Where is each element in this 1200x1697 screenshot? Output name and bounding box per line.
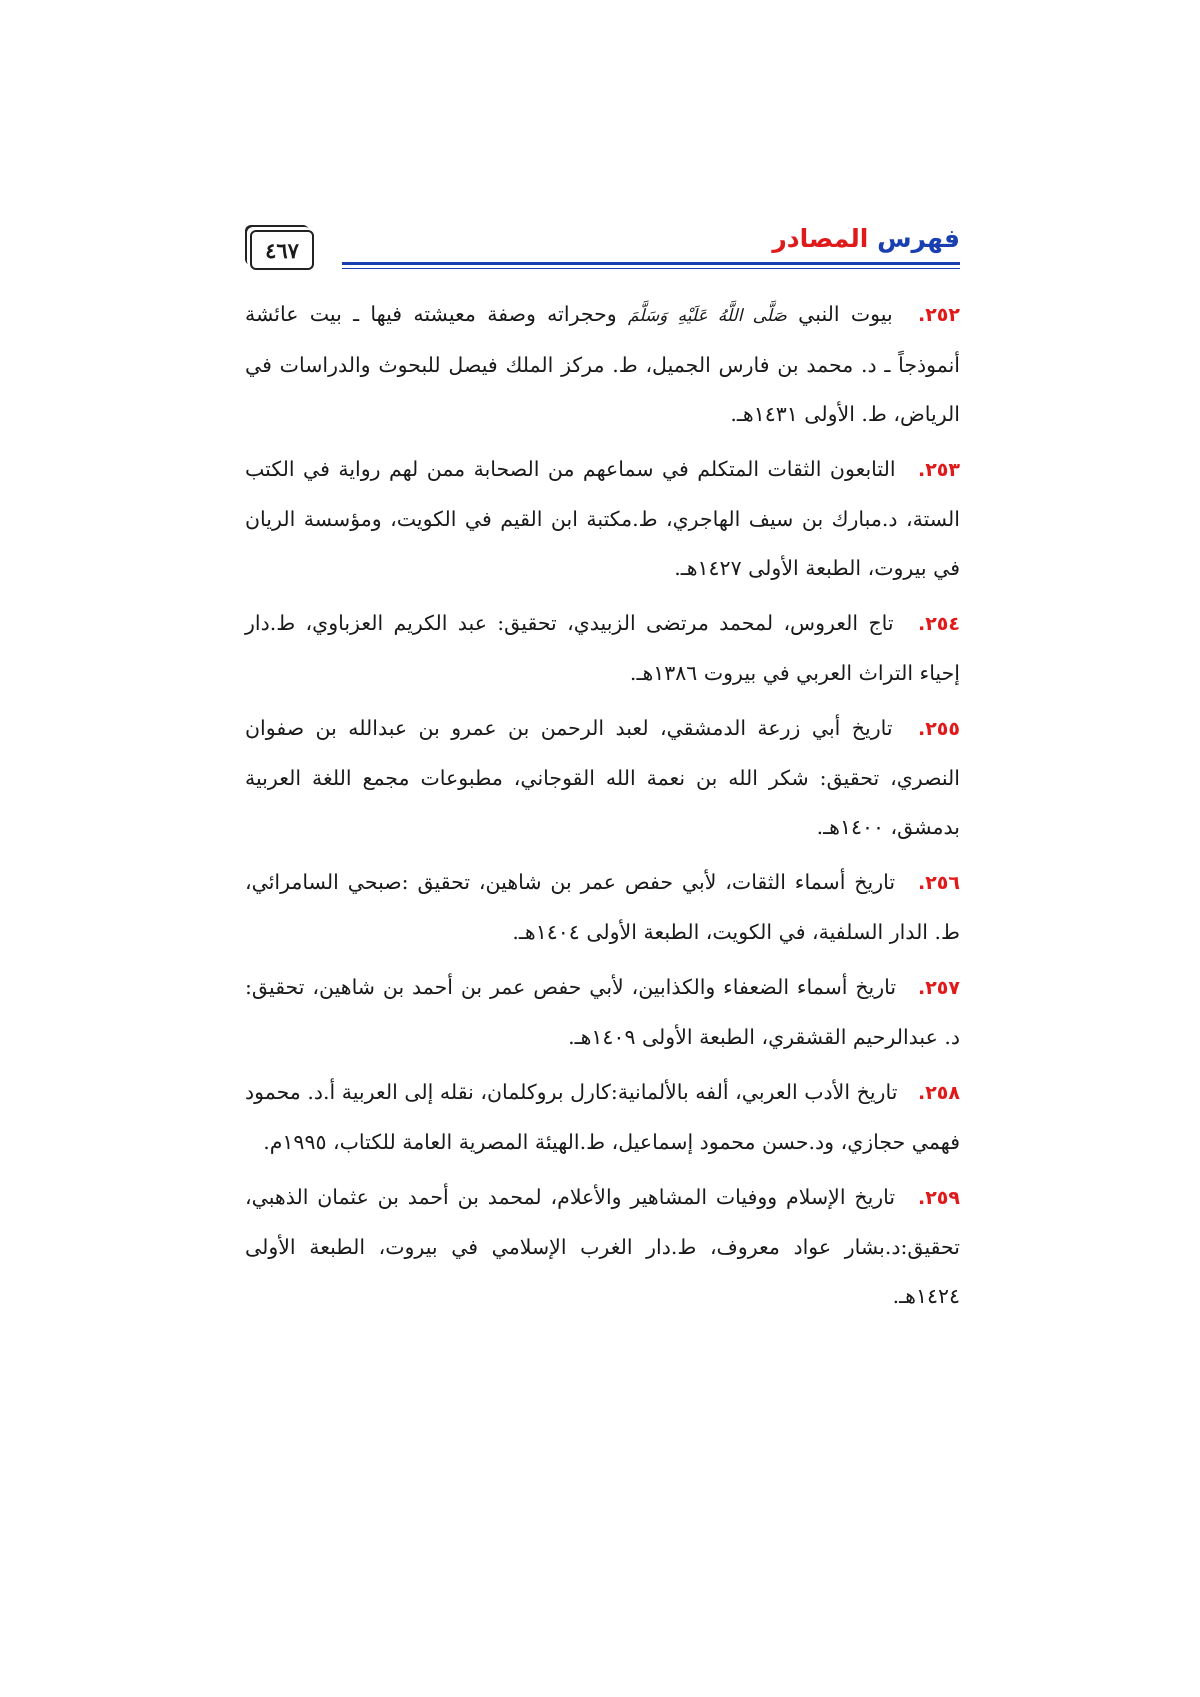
entry-text: تاريخ الأدب العربي، ألفه بالألمانية:كارل بروكلمان، نقله إلى العربية أ.د. محمود فهمي حجازي، ود.حسن محمود إسماعيل، ط.الهيئة المصرية العامة للكتاب، ١٩٩٥م. bbox=[245, 1080, 960, 1154]
entry-text: وحجراته وصفة معيشته فيها ـ بيت عائشة أنموذجاً ـ د. محمد بن فارس الجميل، ط. مركز الملك فيصل للبحوث والدراسات في الرياض، ط. الأولى ١٤٣١هـ. bbox=[245, 302, 960, 426]
bibliography-entry bbox=[245, 858, 960, 957]
bibliography-entry bbox=[245, 445, 960, 593]
header-rule bbox=[342, 262, 960, 265]
entry-number: ٢٥٤. bbox=[917, 613, 960, 635]
entry-number: ٢٥٦. bbox=[917, 872, 960, 894]
entry-number: ٢٥٩. bbox=[917, 1187, 960, 1209]
bibliography-entry bbox=[245, 290, 960, 439]
bibliography-entry bbox=[245, 599, 960, 698]
entry-text: تاج العروس، لمحمد مرتضى الزبيدي، تحقيق: عبد الكريم العزباوي، ط.دار إحياء التراث العربي في بيروت ١٣٨٦هـ. bbox=[245, 611, 960, 685]
entry-text: بيوت النبي bbox=[798, 302, 893, 326]
entry-number: ٢٥٢. bbox=[917, 304, 960, 326]
entry-text: التابعون الثقات المتكلم في سماعهم من الصحابة ممن لهم رواية في الكتب الستة، د.مبارك بن سيف الهاجري، ط.مكتبة ابن القيم في الكويت، ومؤسسة الريان في بيروت، الطبعة الأولى ١٤٢٧هـ. bbox=[245, 457, 960, 580]
entry-text: تاريخ أسماء الثقات، لأبي حفص عمر بن شاهين، تحقيق :صبحي السامرائي، ط. الدار السلفية، في الكويت، الطبعة الأولى ١٤٠٤هـ. bbox=[245, 870, 960, 944]
section-title-part2: المصادر bbox=[772, 224, 869, 253]
bibliography-entry bbox=[245, 1068, 960, 1167]
bibliography-entry bbox=[245, 704, 960, 852]
entry-number: ٢٥٥. bbox=[917, 718, 960, 740]
bibliography-entry bbox=[245, 963, 960, 1062]
entry-number: ٢٥٨. bbox=[917, 1082, 960, 1104]
entry-number: ٢٥٧. bbox=[917, 977, 960, 999]
section-title bbox=[772, 224, 960, 253]
page-number: ٤٦٧ bbox=[250, 230, 314, 270]
header-rule-thin bbox=[342, 268, 960, 269]
entry-text: تاريخ أسماء الضعفاء والكذابين، لأبي حفص عمر بن أحمد بن شاهين، تحقيق: د. عبدالرحيم القشقري، الطبعة الأولى ١٤٠٩هـ. bbox=[245, 975, 960, 1049]
entry-text: تاريخ أبي زرعة الدمشقي، لعبد الرحمن بن عمرو بن عبدالله بن صفوان النصري، تحقيق: شكر الله بن نعمة الله القوجاني، مطبوعات مجمع اللغة العربية بدمشق، ١٤٠٠هـ. bbox=[245, 716, 960, 839]
section-title-part1: فهرس bbox=[877, 224, 960, 253]
bibliography-entry bbox=[245, 1173, 960, 1321]
entry-text: تاريخ الإسلام ووفيات المشاهير والأعلام، لمحمد بن أحمد بن عثمان الذهبي، تحقيق:د.بشار عواد معروف، ط.دار الغرب الإسلامي في بيروت، الطبعة الأولى ١٤٢٤هـ. bbox=[245, 1185, 960, 1308]
page-header bbox=[250, 220, 960, 270]
entry-number: ٢٥٣. bbox=[917, 459, 960, 481]
honorific-text: صَلَّى اللَّهُ عَلَيْهِ وَسَلَّمَ bbox=[628, 306, 787, 326]
bibliography-list bbox=[245, 290, 960, 1327]
